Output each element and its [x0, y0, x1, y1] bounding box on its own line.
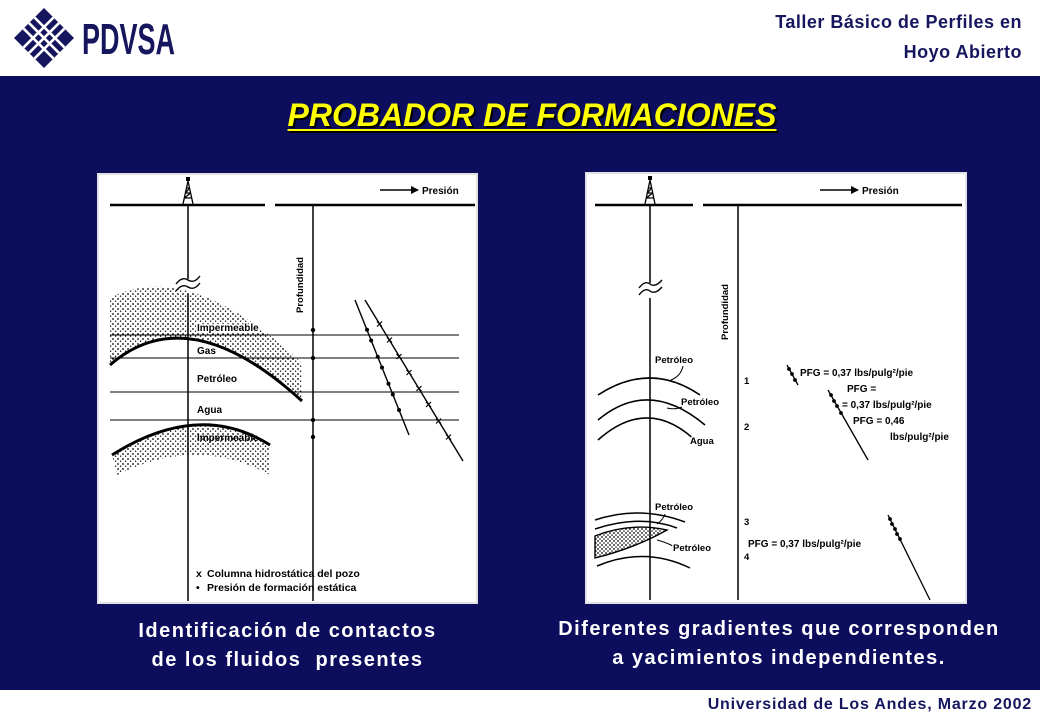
reservoir-label-oil-1: Petróleo — [655, 355, 694, 366]
gradient-points-1 — [787, 367, 797, 382]
contacts-caption-line2: de los fluidos presentes — [151, 649, 424, 671]
reservoir-label-water: Agua — [690, 436, 714, 447]
reservoir-label-oil-4: Petróleo — [673, 543, 712, 554]
gradient-label-1: PFG = 0,37 lbs/pulg²/pie — [800, 368, 914, 379]
gradients-diagram — [585, 172, 967, 604]
course-title-line1: Taller Básico de Perfiles en — [775, 12, 1022, 32]
gradients-diagram-panel — [585, 172, 967, 604]
pressure-arrow-icon — [820, 186, 859, 194]
gradient-label-3b: lbs/pulg²/pie — [890, 432, 949, 443]
pressure-axis-label: Presión — [422, 186, 459, 197]
legend — [196, 568, 360, 594]
zone-label-gas: Gas — [197, 346, 216, 357]
pressure-arrow-icon — [380, 186, 419, 194]
course-title — [775, 7, 1022, 67]
derrick-icon — [645, 176, 655, 204]
course-title-line2: Hoyo Abierto — [903, 42, 1022, 62]
depth-axis-label: Profundidad — [295, 257, 306, 313]
gradient-label-2a: PFG = — [847, 384, 877, 395]
gradient-label-2b: = 0,37 lbs/pulg²/pie — [842, 400, 932, 411]
gradients-caption-line1: Diferentes gradientes que corresponden — [558, 618, 1000, 640]
derrick-icon — [183, 177, 193, 204]
footer-credit: Universidad de Los Andes, Marzo 2002 — [707, 696, 1032, 713]
contacts-diagram-panel — [97, 173, 478, 604]
slide-header — [0, 0, 1040, 76]
contacts-caption — [97, 617, 478, 675]
legend-label-hydrostatic: Columna hidrostática del pozo — [207, 568, 360, 580]
zone-label-impermeable-top: Impermeable — [197, 323, 259, 334]
depth-point-2: 2 — [744, 422, 750, 433]
pressure-axis-label: Presión — [862, 186, 899, 197]
logo-wordmark: PDVSA — [82, 15, 175, 64]
legend-marker-hydrostatic: x — [196, 568, 202, 580]
contacts-caption-line1: Identificación de contactos — [138, 620, 437, 642]
gradients-caption — [540, 615, 1018, 673]
pdvsa-logo — [12, 6, 182, 70]
legend-marker-formation: • — [196, 582, 200, 594]
gradients-caption-line2: a yacimientos independientes. — [612, 647, 946, 669]
gradient-label-4: PFG = 0,37 lbs/pulg²/pie — [748, 539, 862, 550]
zone-label-oil: Petróleo — [197, 374, 238, 385]
lens-stippled — [595, 527, 667, 558]
legend-label-formation: Presión de formación estática — [207, 582, 357, 594]
zone-label-water: Agua — [197, 405, 222, 416]
slide-title: PROBADOR DE FORMACIONES — [287, 97, 777, 133]
depth-point-3: 3 — [744, 517, 750, 528]
depth-point-4: 4 — [744, 552, 750, 563]
pdvsa-logo-icon — [12, 0, 76, 81]
depth-axis-label: Profundidad — [720, 284, 731, 340]
depth-point-1: 1 — [744, 376, 750, 387]
reservoir-arch-1 — [598, 378, 700, 395]
reservoir-arch-3 — [598, 418, 700, 445]
contacts-diagram — [97, 173, 478, 604]
reservoir-label-oil-2: Petróleo — [681, 397, 720, 408]
gradient-label-3a: PFG = 0,46 — [853, 416, 905, 427]
lens-lower-arch — [597, 556, 690, 568]
reservoir-label-oil-3: Petróleo — [655, 502, 694, 513]
gradient-points-3 — [888, 517, 902, 541]
